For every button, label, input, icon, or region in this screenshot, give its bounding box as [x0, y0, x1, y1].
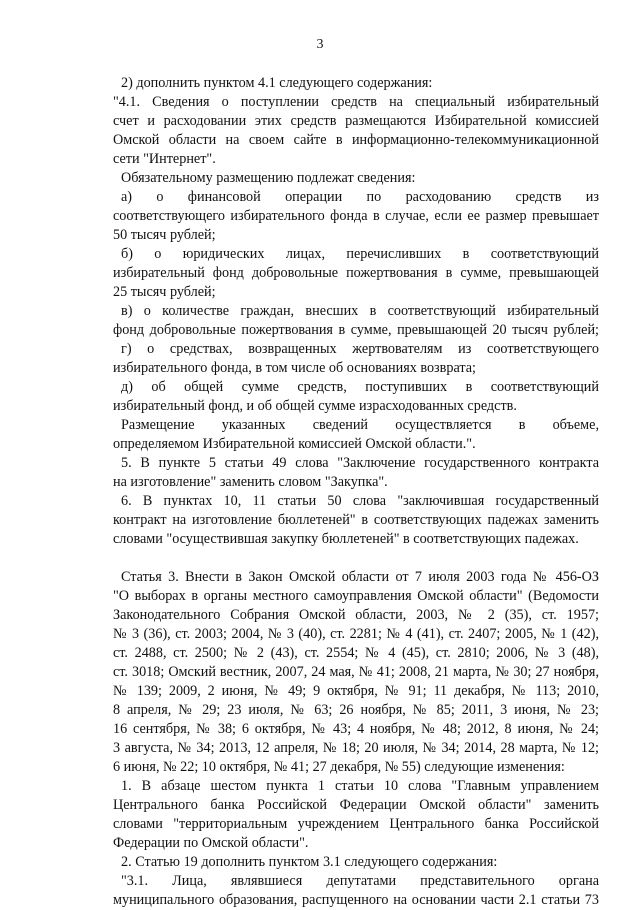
- text-line: № 3 (36), ст. 2003; 2004, № 3 (40), ст. 2281; № 4 (41), ст. 2407; 2005, № 1 (42),: [113, 626, 599, 642]
- text-line: избирательный фонд добровольные пожертвования в сумме, превышающей: [113, 265, 599, 281]
- text-line: 50 тысяч рублей;: [113, 227, 216, 243]
- text-line: в) о количестве граждан, внесших в соответствующий избирательный: [121, 303, 599, 319]
- text-line: Законодательного Собрания Омской области, 2003, № 2 (35), ст. 1957;: [113, 607, 599, 623]
- text-line: 1. В абзаце шестом пункта 1 статьи 10 слова "Главным управлением: [121, 778, 599, 794]
- text-line: избирательного фонда, в том числе об основаниях возврата;: [113, 360, 476, 376]
- text-line: Федерации по Омской области".: [113, 835, 309, 851]
- text-line: г) о средствах, возвращенных жертвователям из соответствующего: [121, 341, 599, 357]
- text-line: 5. В пункте 5 статьи 49 слова "Заключение государственного контракта: [121, 455, 599, 471]
- text-line: "О выборах в органы местного самоуправления Омской области" (Ведомости: [113, 588, 599, 604]
- text-line: Центрального банка Российской Федерации Омской области" заменить: [113, 797, 599, 813]
- text-line: 25 тысяч рублей;: [113, 284, 216, 300]
- text-line: 2) дополнить пунктом 4.1 следующего содержания:: [121, 75, 433, 91]
- text-line: словами "осуществившая закупку бюллетеней" в соответствующих падежах.: [113, 531, 579, 547]
- text-line: фонд добровольные пожертвования в сумме, превышающей 20 тысяч рублей;: [113, 322, 599, 338]
- text-line: соответствующего избирательного фонда в случае, если ее размер превышает: [113, 208, 599, 224]
- text-line: Обязательному размещению подлежат сведения:: [121, 170, 416, 186]
- text-line: № 139; 2009, 2 июня, № 49; 9 октября, № 91; 11 декабря, № 113; 2010,: [113, 683, 599, 699]
- text-line: 2. Статью 19 дополнить пунктом 3.1 следующего содержания:: [121, 854, 498, 870]
- text-line: избирательный фонд, и об общей сумме израсходованных средств.: [113, 398, 517, 414]
- text-line: 8 апреля, № 29; 23 июля, № 63; 26 ноября, № 85; 2011, 3 июня, № 23;: [113, 702, 599, 718]
- text-line: а) о финансовой операции по расходованию средств из: [121, 189, 599, 205]
- text-line: д) об общей сумме средств, поступивших в соответствующий: [121, 379, 599, 395]
- text-line: б) о юридических лицах, перечисливших в соответствующий: [121, 246, 599, 262]
- text-line: 6 июня, № 22; 10 октября, № 41; 27 декабря, № 55) следующие изменения:: [113, 759, 565, 775]
- text-line: 3 августа, № 34; 2013, 12 апреля, № 18; 20 июля, № 34; 2014, 28 марта, № 12;: [113, 740, 599, 756]
- text-line: сети "Интернет".: [113, 151, 216, 167]
- document-body: [113, 74, 599, 910]
- text-line: ст. 3018; Омский вестник, 2007, 24 мая, № 41; 2008, 21 марта, № 30; 27 ноября,: [113, 664, 599, 680]
- text-line: словами "территориальным учреждением Центрального банка Российской: [113, 816, 599, 832]
- text-line: 16 сентября, № 38; 6 октября, № 43; 4 ноября, № 48; 2012, 8 июня, № 24;: [113, 721, 599, 737]
- text-line: "4.1. Сведения о поступлении средств на специальный избирательный: [113, 94, 599, 110]
- text-line: Статья 3. Внести в Закон Омской области от 7 июля 2003 года № 456-ОЗ: [121, 569, 599, 585]
- page-number: 3: [316, 37, 324, 52]
- text-line: муниципального образования, распущенного на основании части 2.1 статьи 73: [113, 892, 599, 908]
- text-line: контракт на изготовление бюллетеней" в соответствующих падежах заменить: [113, 512, 599, 528]
- text-line: 6. В пунктах 10, 11 статьи 50 слова "заключившая государственный: [121, 493, 599, 509]
- text-line: Омской области на своем сайте в информационно-телекоммуникационной: [113, 132, 599, 148]
- text-line: определяемом Избирательной комиссией Омской области.".: [113, 436, 476, 452]
- text-line: на изготовление" заменить словом "Закупка".: [113, 474, 388, 490]
- text-line: счет и расходовании этих средств размещаются Избирательной комиссией: [113, 113, 599, 129]
- text-line: ст. 2488, ст. 2500; № 2 (43), ст. 2554; № 4 (45), ст. 2810; 2006, № 3 (48),: [113, 645, 599, 661]
- text-line: Размещение указанных сведений осуществляется в объеме,: [121, 417, 599, 433]
- text-line: "3.1. Лица, являвшиеся депутатами представительного органа: [121, 873, 599, 889]
